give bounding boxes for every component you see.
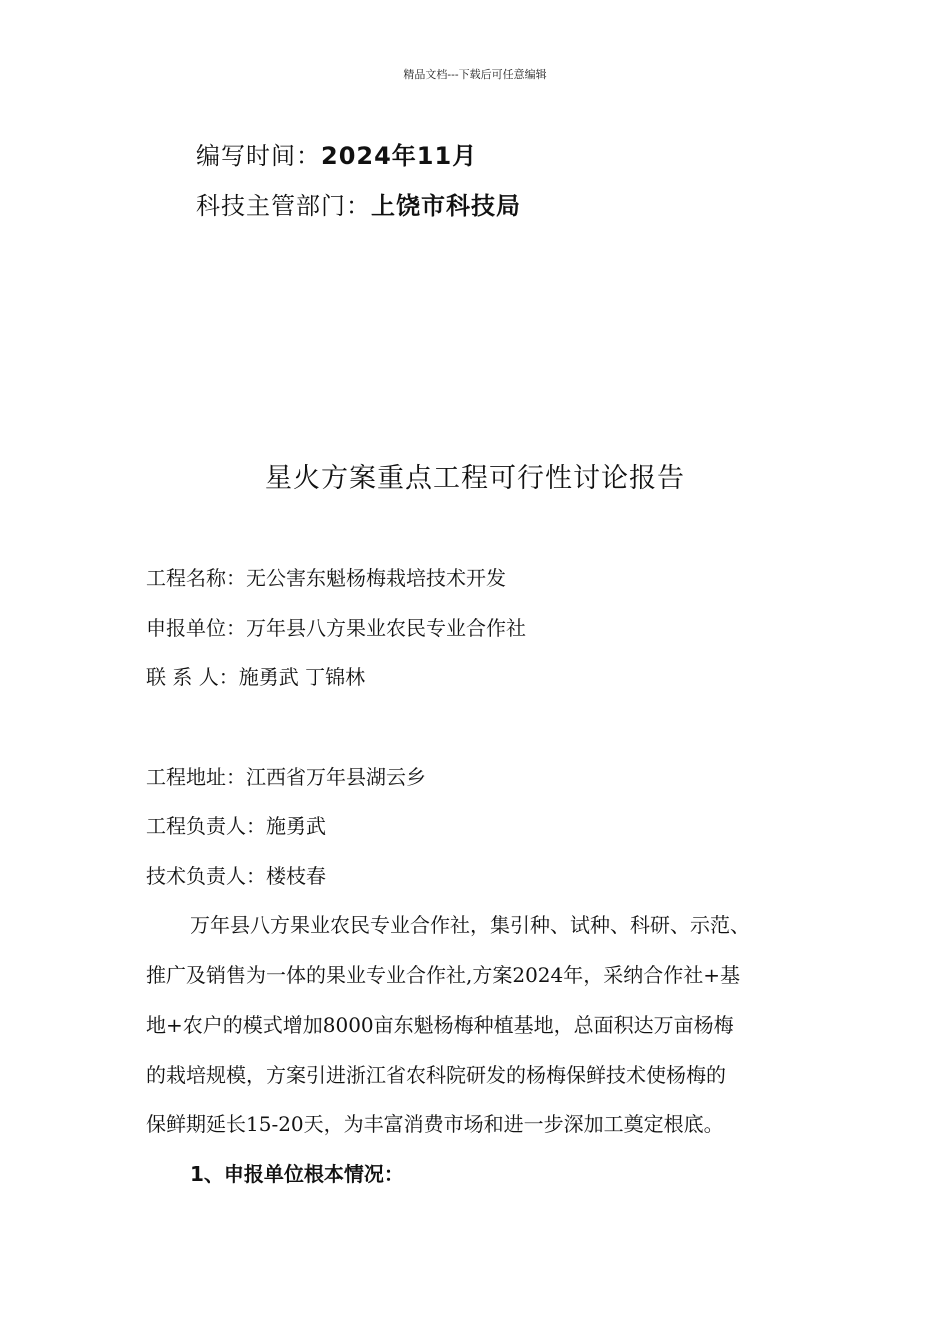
- applicant-field: 申报单位：万年县八方果业农民专业合作社: [146, 616, 526, 640]
- paragraph-line: 保鲜期延长15-20天，为丰富消费市场和进一步深加工奠定根底。: [146, 1112, 724, 1136]
- compile-date: [196, 136, 477, 171]
- report-title: 星火方案重点工程可行性讨论报告: [265, 463, 685, 494]
- compile-date-value: 2024年11月: [321, 142, 478, 170]
- paragraph-line: 推广及销售为一体的果业专业合作社,方案2024年，采纳合作社+基: [146, 963, 741, 987]
- paragraph-line: 的栽培规模，方案引进浙江省农科院研发的杨梅保鲜技术使杨梅的: [146, 1063, 726, 1087]
- address-field: 工程地址：江西省万年县湖云乡: [146, 765, 426, 789]
- leader-field: 工程负责人：施勇武: [146, 814, 326, 838]
- paragraph-line: 地+农户的模式增加8000亩东魁杨梅种植基地，总面积达万亩杨梅: [146, 1013, 734, 1037]
- project-name-field: 工程名称：无公害东魁杨梅栽培技术开发: [146, 566, 506, 590]
- compile-date-label: 编写时间：: [196, 142, 321, 170]
- tech-department: [196, 186, 521, 221]
- tech-leader-field: 技术负责人：楼枝春: [146, 864, 326, 888]
- tech-department-value: 上饶市科技局: [371, 192, 521, 220]
- page-header-note: 精品文档---下载后可任意编辑: [403, 68, 547, 81]
- section-heading: 1、申报单位根本情况：: [190, 1162, 404, 1186]
- paragraph-line: 万年县八方果业农民专业合作社，集引种、试种、科研、示范、: [190, 913, 750, 937]
- tech-department-label: 科技主管部门：: [196, 192, 371, 220]
- contact-field: 联 系 人：施勇武 丁锦林: [146, 665, 366, 689]
